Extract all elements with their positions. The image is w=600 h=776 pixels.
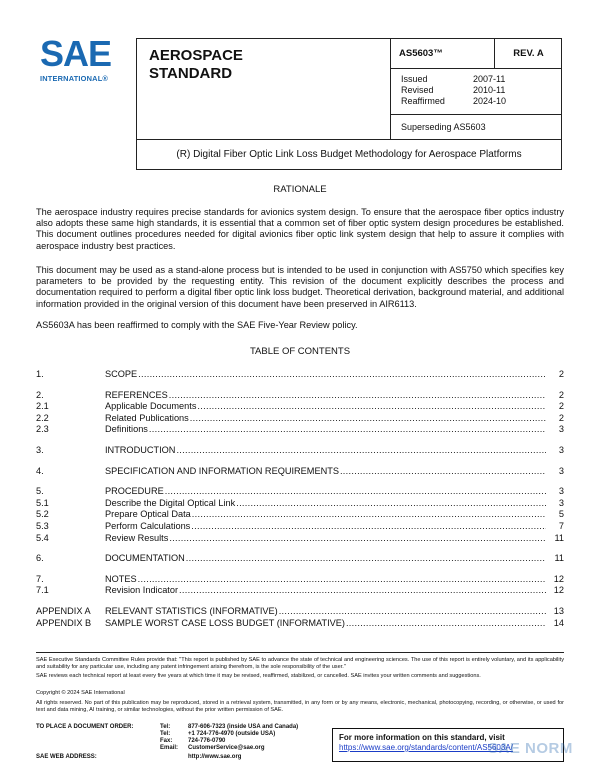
toc-entry-page: 7 (546, 521, 564, 533)
toc-entry-title: Prepare Optical Data ..... (105, 509, 546, 521)
committee-notice: SAE Executive Standards Committee Rules provide that: "This report is published by SAE to advance the state of technical and engineering sciences. The use of this report is entirely voluntary, and its applicability and suitability for any particular use, including any patent infringement arising therefrom, is the sole responsibility of the user." (36, 657, 564, 670)
contact-value: +1 724-776-4970 (outside USA) (188, 731, 276, 737)
contact-key: Tel: (160, 724, 171, 730)
toc-entry-title: Related Publications ..... (105, 413, 546, 425)
date-block (391, 69, 562, 115)
review-notice: SAE reviews each technical report at least every five years at which time it may be revised, reaffirmed, stabilized, or cancelled. SAE invites your written comments and suggestions. (36, 673, 481, 679)
rationale-paragraph-3: AS5603A has been reaffirmed to comply with the SAE Five-Year Review policy. (36, 320, 358, 330)
toc-entry-number: 5.2 (36, 509, 49, 520)
table-of-contents (36, 369, 564, 629)
toc-entry-number: APPENDIX B (36, 617, 92, 628)
toc-entry-title: Definitions ..... (105, 424, 546, 436)
document-header (136, 38, 562, 140)
toc-entry[interactable] (36, 521, 564, 533)
rights-notice: All rights reserved. No part of this publication may be reproduced, stored in a retrieval system, transmitted, in any form or by any means, electronic, mechanical, photocopying, recording, or otherwise, or used for text and data mining, AI training, or similar technologies, without the prior written permission of SAE. (36, 700, 564, 713)
date-value: 2010-11 (473, 85, 506, 95)
toc-entry-page: 3 (546, 466, 564, 478)
more-info-title: For more information on this standard, visit (339, 733, 505, 742)
toc-entry-page: 2 (546, 390, 564, 402)
watermark: SAE NORM (488, 740, 573, 757)
revision-label: REV. A (495, 39, 562, 69)
contact-value: 877-606-7323 (inside USA and Canada) (188, 724, 299, 730)
toc-entry-number: 7. (36, 573, 44, 584)
toc-entry-title: Revision Indicator ..... (105, 585, 546, 597)
toc-entry[interactable] (36, 574, 564, 586)
document-title: (R) Digital Fiber Optic Link Loss Budget Methodology for Aerospace Platforms (136, 140, 562, 170)
toc-entry-title: SPECIFICATION AND INFORMATION REQUIREMENTS ..... (105, 466, 546, 478)
logo-letters: SAE (40, 33, 112, 74)
toc-entry-page: 2 (546, 401, 564, 413)
toc-entry-page: 13 (546, 606, 564, 618)
toc-heading: TABLE OF CONTENTS (249, 346, 351, 357)
toc-entry-page: 5 (546, 509, 564, 521)
toc-entry-title: INTRODUCTION ..... (105, 445, 546, 457)
toc-entry[interactable] (36, 606, 564, 618)
date-label: Issued (401, 74, 428, 84)
toc-entry-page: 2 (546, 413, 564, 425)
toc-entry[interactable] (36, 424, 564, 436)
toc-entry-title: DOCUMENTATION ..... (105, 553, 546, 565)
contact-key: Tel: (160, 731, 171, 737)
toc-entry-title: SCOPE ..... (105, 369, 546, 381)
toc-entry-number: 1. (36, 369, 44, 379)
toc-entry-number: 5.4 (36, 532, 49, 543)
date-value: 2007-11 (473, 74, 506, 84)
toc-entry-title: Review Results ..... (105, 533, 546, 545)
standard-link[interactable]: https://www.sae.org/standards/content/AS5603A/ (339, 743, 513, 752)
contact-value: 724-776-0790 (188, 738, 226, 744)
toc-entry[interactable] (36, 618, 564, 630)
toc-entry[interactable] (36, 486, 564, 498)
rationale-paragraph-2: This document may be used as a stand-alone process but is intended to be used in conjunction with AS5750 which specifies key parameters to be provided by the requesting entity. This revision of the document explicitly describes the process and documentation required to perform a digital fiber optic link loss budget. Theoretical derivation, background material, and additional information provided in the original version of this document have been preserved in AIR6113. (36, 265, 564, 309)
toc-entry[interactable] (36, 533, 564, 545)
toc-entry-title: REFERENCES ..... (105, 390, 546, 402)
toc-entry[interactable] (36, 390, 564, 402)
toc-entry-title: Perform Calculations ..... (105, 521, 546, 533)
toc-entry[interactable] (36, 413, 564, 425)
toc-entry-page: 2 (546, 369, 564, 381)
toc-entry-page: 3 (546, 445, 564, 457)
toc-entry-number: 2.2 (36, 412, 49, 423)
standard-type-line2: STANDARD (149, 65, 233, 82)
web-label: SAE WEB ADDRESS: (36, 754, 97, 760)
toc-entry-number: 7.1 (36, 585, 49, 596)
rationale-heading: RATIONALE (273, 184, 327, 195)
toc-entry-title: Describe the Digital Optical Link ..... (105, 498, 546, 510)
date-row-issued (401, 74, 552, 85)
standard-type-line1: AEROSPACE (149, 47, 243, 64)
toc-entry[interactable] (36, 445, 564, 457)
superseding-note: Superseding AS5603 (401, 122, 486, 132)
toc-entry-page: 3 (546, 486, 564, 498)
copyright-line: Copyright © 2024 SAE International (36, 690, 125, 696)
toc-entry-title: NOTES ..... (105, 574, 546, 586)
toc-entry-page: 11 (546, 533, 564, 545)
toc-entry-page: 12 (546, 574, 564, 586)
toc-entry-page: 12 (546, 585, 564, 597)
toc-entry-title: RELEVANT STATISTICS (INFORMATIVE) ..... (105, 606, 546, 618)
toc-entry[interactable] (36, 509, 564, 521)
sae-logo (40, 33, 120, 86)
footer-divider (36, 652, 564, 653)
toc-entry-page: 3 (546, 498, 564, 510)
toc-entry-number: 5.3 (36, 520, 49, 531)
document-number: AS5603™ (391, 39, 495, 69)
date-label: Revised (401, 85, 434, 95)
web-address-link[interactable]: http://www.sae.org (188, 754, 242, 760)
toc-entry-number: 5.1 (36, 497, 49, 508)
toc-entry[interactable] (36, 553, 564, 565)
toc-entry-number: 2.3 (36, 424, 49, 435)
toc-entry[interactable] (36, 401, 564, 413)
contact-key: Fax: (160, 738, 173, 744)
toc-entry[interactable] (36, 466, 564, 478)
toc-entry[interactable] (36, 498, 564, 510)
standard-type (137, 39, 391, 140)
date-row-revised (401, 85, 552, 96)
toc-entry-title: PROCEDURE ..... (105, 486, 546, 498)
order-label: TO PLACE A DOCUMENT ORDER: (36, 724, 134, 730)
toc-entry-page: 11 (546, 553, 564, 565)
date-value: 2024-10 (473, 96, 507, 106)
logo-subtitle: INTERNATIONAL® (40, 74, 109, 83)
toc-entry[interactable] (36, 369, 564, 381)
toc-entry-number: 5. (36, 486, 44, 497)
toc-entry-number: 2.1 (36, 401, 49, 412)
toc-entry-number: 2. (36, 389, 44, 400)
date-label: Reaffirmed (401, 96, 445, 106)
contact-key: Email: (160, 745, 179, 751)
toc-entry-number: 4. (36, 465, 44, 476)
toc-entry-number: 3. (36, 444, 44, 455)
toc-entry[interactable] (36, 585, 564, 597)
toc-entry-number: APPENDIX A (36, 605, 91, 616)
toc-entry-page: 14 (546, 618, 564, 630)
date-row-reaffirmed (401, 96, 552, 107)
toc-entry-title: SAMPLE WORST CASE LOSS BUDGET (INFORMATIVE) ..... (105, 618, 546, 630)
contact-email[interactable]: CustomerService@sae.org (188, 745, 265, 751)
toc-entry-number: 6. (36, 553, 44, 564)
toc-entry-title: Applicable Documents ..... (105, 401, 546, 413)
rationale-paragraph-1: The aerospace industry requires precise standards for avionics system design. To ensure that the aerospace fiber optics industry also adopts these same high standards, it is essential that a common set of fiber optic system design procedures be established. This document outlines procedures needed for digital avionics fiber optic link system design that help to assure it complies with aerospace industry best practices. (36, 207, 564, 251)
toc-entry-page: 3 (546, 424, 564, 436)
